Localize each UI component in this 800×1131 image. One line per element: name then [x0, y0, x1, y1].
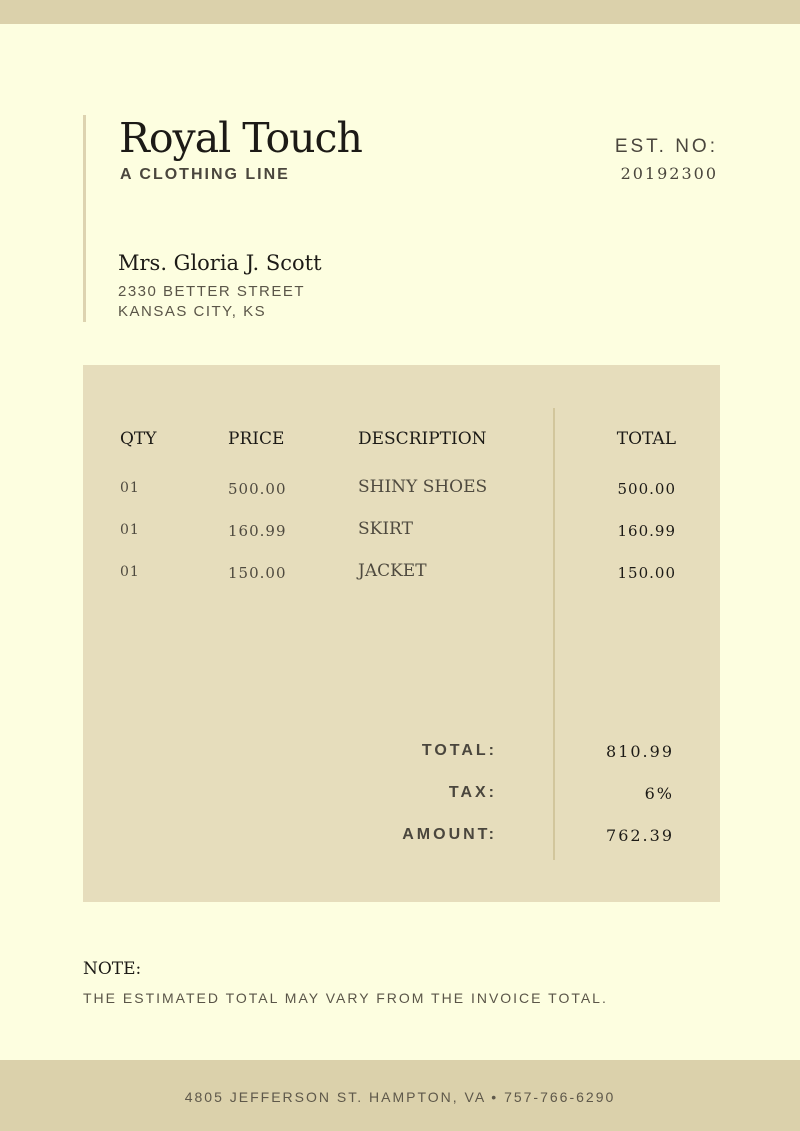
- row-2-price: 160.99: [228, 522, 287, 540]
- row-1-total: 500.00: [617, 480, 676, 498]
- row-3-description: JACKET: [358, 561, 427, 581]
- row-2-total: 160.99: [617, 522, 676, 540]
- top-band: [0, 0, 800, 24]
- row-2-description: SKIRT: [358, 519, 413, 539]
- summary-total-label: TOTAL:: [421, 742, 497, 759]
- summary-amount-label: AMOUNT:: [402, 826, 497, 843]
- brand-tagline: A CLOTHING LINE: [120, 166, 290, 183]
- header-description: DESCRIPTION: [358, 429, 487, 449]
- header-accent-rule: [83, 115, 86, 322]
- client-address-line2: KANSAS CITY, KS: [118, 303, 267, 320]
- row-3-qty: 01: [120, 564, 140, 580]
- row-3-price: 150.00: [228, 564, 287, 582]
- client-name: Mrs. Gloria J. Scott: [118, 251, 322, 275]
- summary-amount-value: 762.39: [606, 826, 674, 845]
- row-2-qty: 01: [120, 522, 140, 538]
- brand-name: Royal Touch: [119, 114, 362, 162]
- estimate-number-label: EST. NO:: [614, 136, 718, 157]
- row-1-qty: 01: [120, 480, 140, 496]
- header-total: TOTAL: [616, 429, 676, 449]
- summary-total-value: 810.99: [606, 742, 674, 761]
- estimate-table-panel: [83, 365, 720, 902]
- header-qty: QTY: [120, 429, 157, 449]
- client-address-line1: 2330 BETTER STREET: [118, 283, 306, 300]
- row-1-description: SHINY SHOES: [358, 477, 488, 497]
- row-1-price: 500.00: [228, 480, 287, 498]
- column-divider: [553, 408, 555, 860]
- summary-tax-value: 6%: [644, 784, 674, 803]
- footer-contact: 4805 JEFFERSON ST. HAMPTON, VA • 757-766-6290: [184, 1089, 616, 1105]
- note-label: NOTE:: [83, 959, 142, 979]
- header-price: PRICE: [228, 429, 285, 449]
- footer-band: [0, 1060, 800, 1131]
- summary-tax-label: TAX:: [448, 784, 497, 801]
- estimate-number: 20192300: [620, 164, 718, 183]
- note-text: THE ESTIMATED TOTAL MAY VARY FROM THE INVOICE TOTAL.: [83, 990, 608, 1006]
- row-3-total: 150.00: [617, 564, 676, 582]
